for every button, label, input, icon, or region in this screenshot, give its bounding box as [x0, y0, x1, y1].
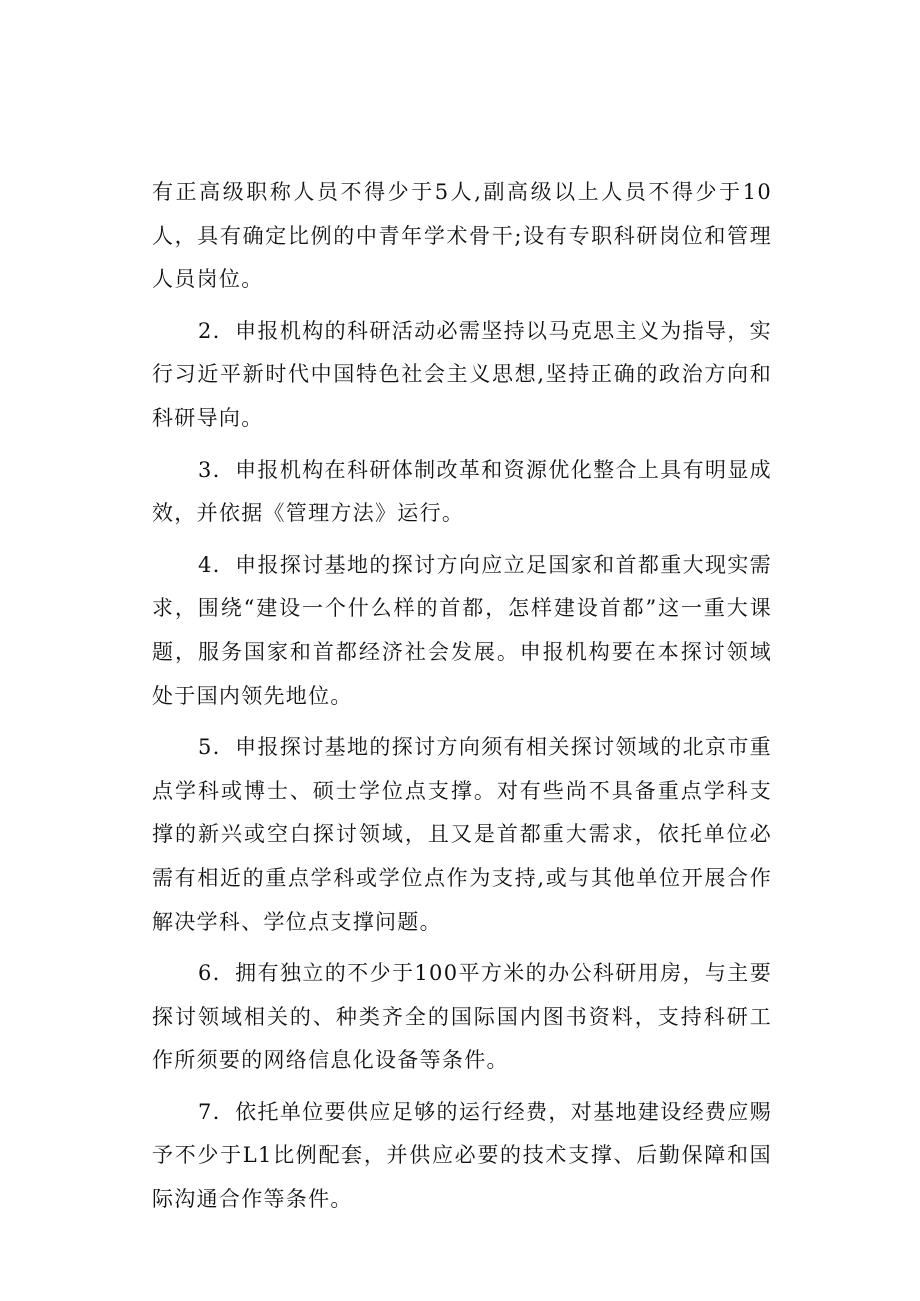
document-body — [152, 171, 772, 1230]
paragraph-continued: 有正高级职称人员不得少于5人,副高级以上人员不得少于10人，具有确定比例的中青年学术骨干;设有专职科研岗位和管理人员岗位。 — [152, 180, 772, 292]
paragraph-item-4: 4．申报探讨基地的探讨方向应立足国家和首都重大现实需求，围绕“建设一个什么样的首都，怎样建设首都”这一重大课题，服务国家和首都经济社会发展。申报机构要在本探讨领域处于国内领先地位。 — [152, 552, 772, 708]
paragraph-item-2: 2．申报机构的科研活动必需坚持以马克思主义为指导，实行习近平新时代中国特色社会主义思想,坚持正确的政治方向和科研导向。 — [152, 318, 772, 430]
paragraph-item-6: 6．拥有独立的不少于100平方米的办公科研用房，与主要探讨领域相关的、种类齐全的国际国内图书资料，支持科研工作所须要的网络信息化设备等条件。 — [152, 961, 772, 1073]
paragraph-item-7: 7．依托单位要供应足够的运行经费，对基地建设经费应赐予不少于L1比例配套，并供应必要的技术支撑、后勤保障和国际沟通合作等条件。 — [152, 1099, 772, 1212]
paragraph-item-3: 3．申报机构在科研体制改革和资源优化整合上具有明显成效，并依据《管理方法》运行。 — [152, 457, 772, 526]
paragraph-item-5: 5．申报探讨基地的探讨方向须有相关探讨领域的北京市重点学科或博士、硕士学位点支撑。对有些尚不具备重点学科支撑的新兴或空白探讨领域，且又是首都重大需求，依托单位必需有相近的重点学科或学位点作为支持,或与其他单位开展合作解决学科、学位点支撑问题。 — [152, 735, 772, 934]
